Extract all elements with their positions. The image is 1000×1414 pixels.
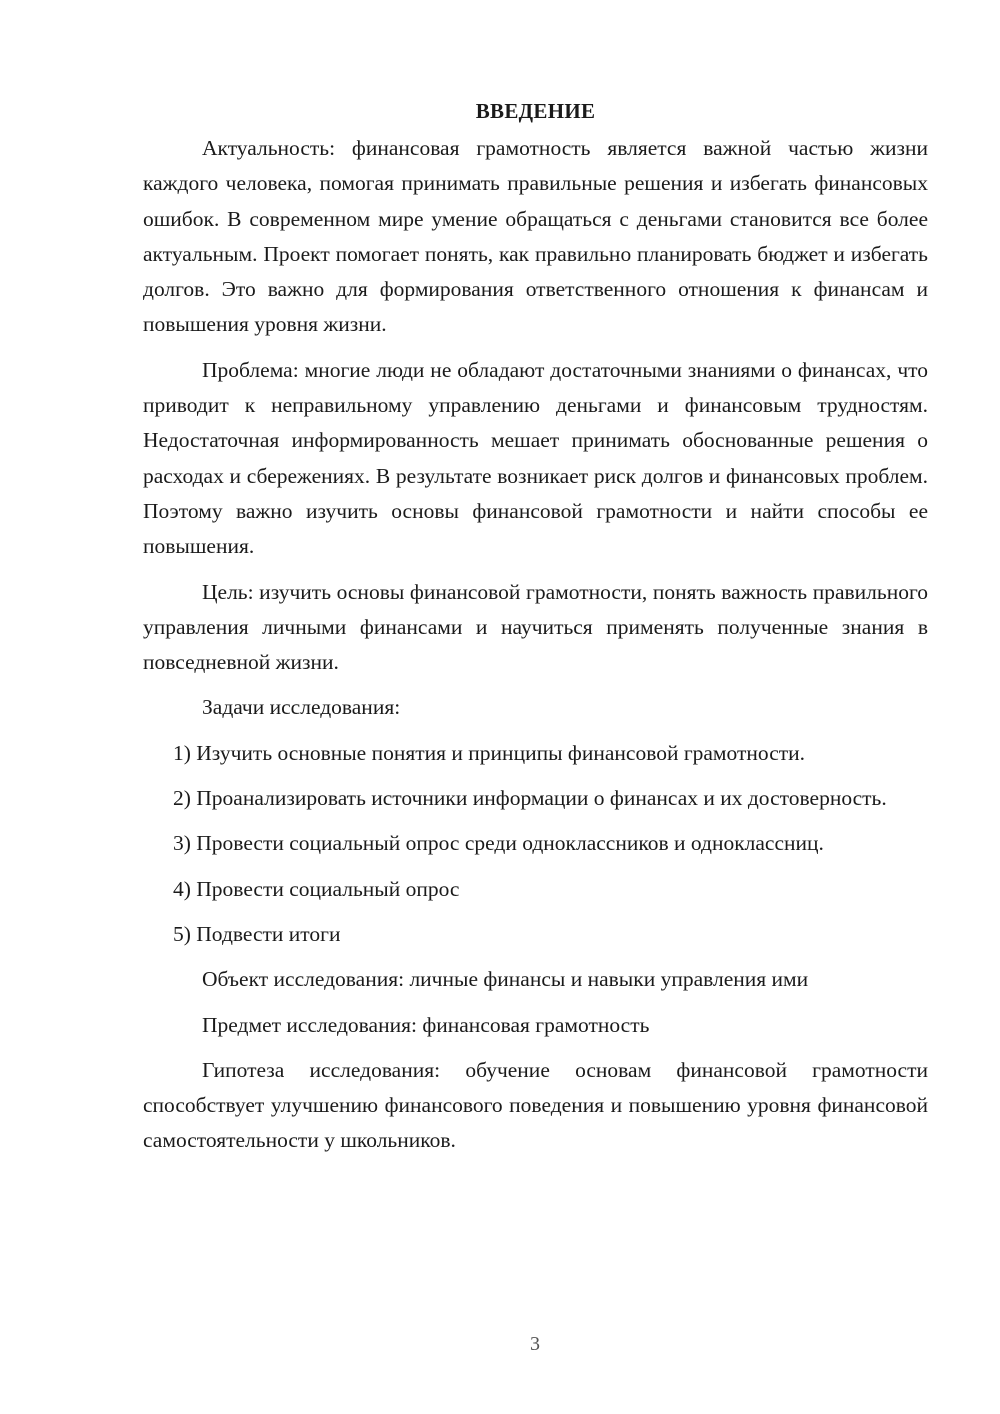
tasks-heading: Задачи исследования: [202,695,401,720]
task-item-3: 3) Провести социальный опрос среди одноклассников и одноклассниц. [173,831,824,856]
research-hypothesis: Гипотеза исследования: обучение основам финансовой грамотности способствует улучшению финансового поведения и повышению уровня финансовой самостоятельности у школьников. [143,1057,928,1153]
task-item-2: 2) Проанализировать источники информации о финансах и их достоверность. [173,786,887,811]
page-number: 3 [530,1333,540,1355]
problem-paragraph: Проблема: многие люди не обладают достаточными знаниями о финансах, что приводит к неправильному управлению деньгами и финансовым трудностям. Недостаточная информированность мешает принимать обоснованные решения о расходах и сбережениях. В результате возникает риск долгов и финансовых проблем. Поэтому важно изучить основы финансовой грамотности и найти способы ее повышения. [143,357,928,559]
research-subject: Предмет исследования: финансовая грамотность [202,1012,650,1037]
research-object: Объект исследования: личные финансы и навыки управления ими [202,967,809,992]
relevance-paragraph: Актуальность: финансовая грамотность является важной частью жизни каждого человека, помогая принимать правильные решения и избегать финансовых ошибок. В современном мире умение обращаться с деньгами становится все более актуальным. Проект помогает понять, как правильно планировать бюджет и избегать долгов. Это важно для формирования ответственного отношения к финансам и повышения уровня жизни. [143,136,928,337]
document-body [143,93,928,1169]
section-title: ВВЕДЕНИЕ [475,99,596,123]
task-item-1: 1) Изучить основные понятия и принципы финансовой грамотности. [173,740,806,765]
task-item-5: 5) Подвести итоги [173,921,341,946]
task-item-4: 4) Провести социальный опрос [173,876,460,901]
goal-paragraph: Цель: изучить основы финансовой грамотности, понять важность правильного управления личными финансами и научиться применять полученные знания в повседневной жизни. [143,579,928,675]
